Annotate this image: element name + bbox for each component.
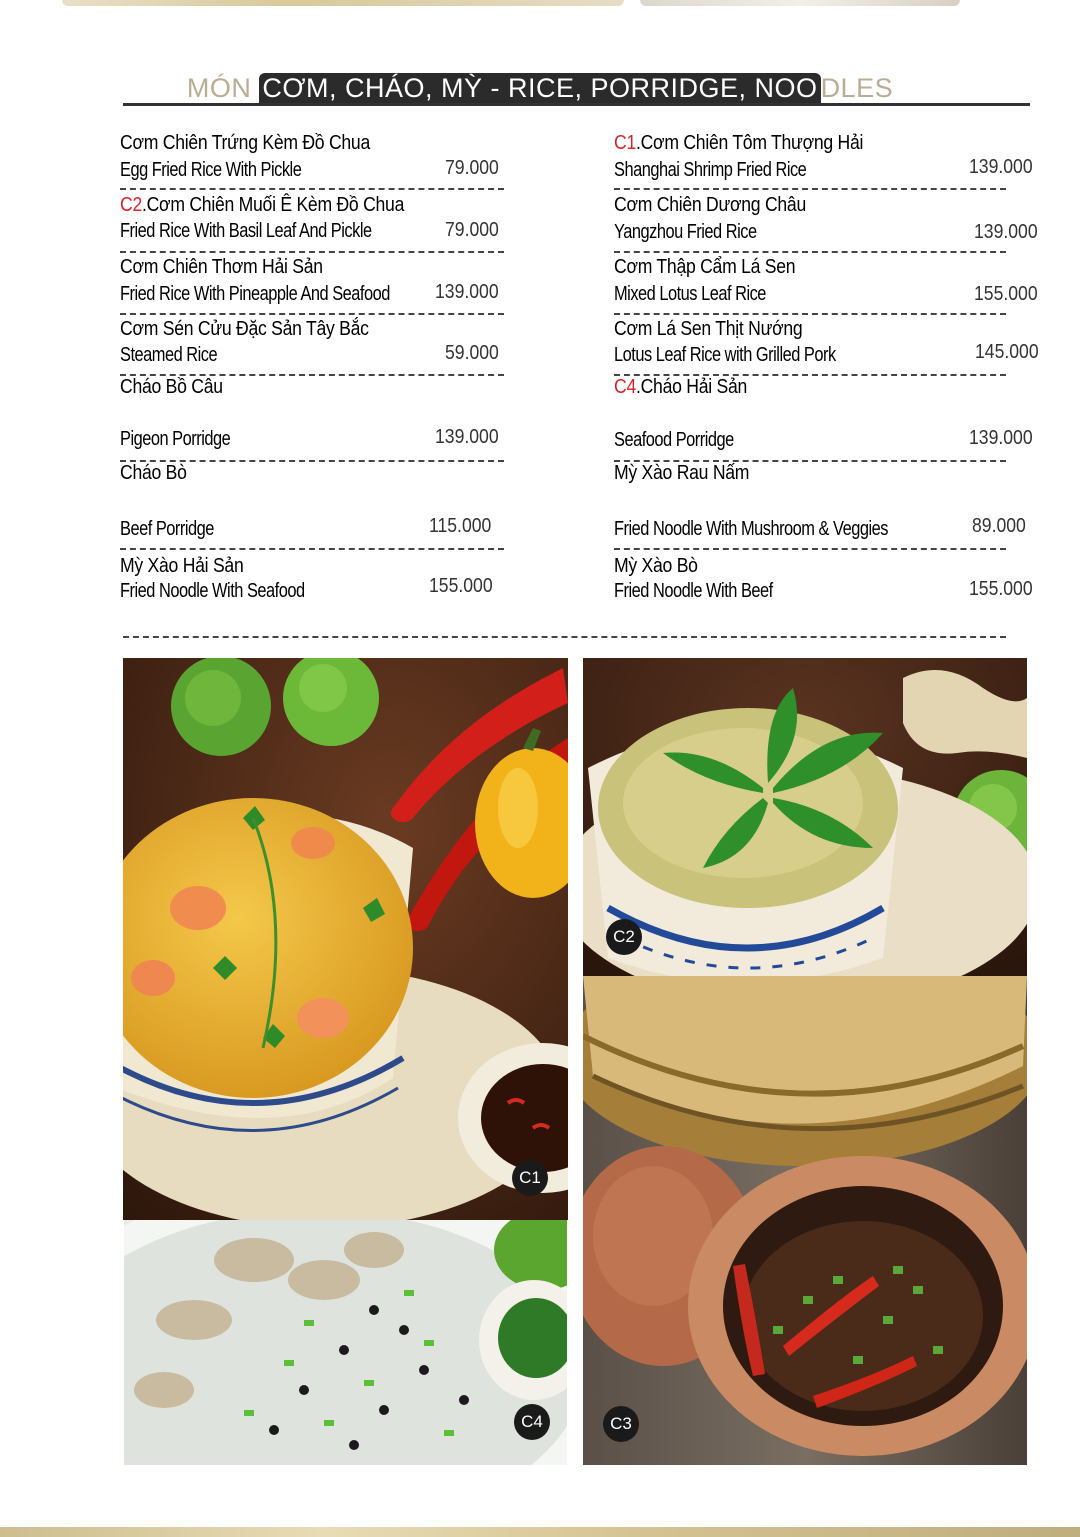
divider (614, 188, 1006, 190)
dish-name-vn: C4.Cháo Hải Sản (614, 376, 748, 398)
bottom-photo-strip (0, 1527, 1080, 1537)
menu-section-title (0, 68, 1080, 108)
dish-name-vn: Mỳ Xào Hải Sản (120, 555, 244, 577)
dish-price: 155.000 (429, 575, 493, 597)
dish-name-en: Fried Noodle With Mushroom & Veggies (614, 518, 888, 540)
dish-name-vn: Cơm Chiên Thơm Hải Sản (120, 256, 323, 278)
title-prefix: MÓN (186, 73, 260, 103)
divider (120, 313, 504, 315)
dish-name-en: Fried Noodle With Seafood (120, 580, 305, 602)
divider (614, 548, 1006, 550)
dish-name-vn: Cơm Sén Cửu Đặc Sản Tây Bắc (120, 318, 369, 340)
dish-price: 139.000 (969, 427, 1033, 449)
dish-name-en: Shanghai Shrimp Fried Rice (614, 159, 807, 181)
dish-name-en: Beef Porridge (120, 518, 214, 540)
dish-name-en: Mixed Lotus Leaf Rice (614, 283, 766, 305)
photo-label-badge: C3 (603, 1406, 639, 1442)
dish-name-en: Steamed Rice (120, 344, 218, 366)
divider (120, 548, 504, 550)
dish-price: 59.000 (445, 342, 499, 364)
dish-price: 155.000 (974, 283, 1038, 305)
dish-name-vn: C1.Cơm Chiên Tôm Thượng Hải (614, 132, 864, 154)
dish-name-en: Fried Rice With Pineapple And Seafood (120, 283, 390, 305)
dish-name-vn: Cơm Lá Sen Thịt Nướng (614, 318, 803, 340)
photo-c3-clay-pot-rice (583, 976, 1027, 1465)
photo-c4-seafood-porridge (124, 1220, 567, 1465)
dish-price: 139.000 (969, 156, 1033, 178)
dish-price: 145.000 (975, 341, 1039, 363)
dish-name-en: Seafood Porridge (614, 429, 734, 451)
photo-c2-basil-fried-rice (583, 658, 1027, 976)
dish-name-vn: Mỳ Xào Rau Nấm (614, 462, 750, 484)
photo-label-badge: C2 (606, 919, 642, 955)
top-photo-strip (0, 0, 1080, 10)
dish-price: 79.000 (445, 219, 499, 241)
dish-name-vn: Cơm Chiên Dương Châu (614, 194, 806, 216)
photo-label-badge: C4 (514, 1404, 550, 1440)
photo-label-badge: C1 (512, 1160, 548, 1196)
dish-name-en: Yangzhou Fried Rice (614, 221, 757, 243)
dish-name-vn: Cháo Bồ Câu (120, 376, 223, 398)
dish-name-vn: Cháo Bò (120, 462, 187, 484)
dish-name-vn: Cơm Thập Cẩm Lá Sen (614, 256, 796, 278)
divider (614, 251, 1006, 253)
dish-name-vn: Mỳ Xào Bò (614, 555, 698, 577)
dish-price: 139.000 (435, 426, 499, 448)
dish-name-vn: Cơm Chiên Trứng Kèm Đồ Chua (120, 132, 370, 154)
title-highlight: CƠM, CHÁO, MỲ - RICE, PORRIDGE, NOO (259, 73, 820, 103)
dish-name-en: Fried Noodle With Beef (614, 580, 773, 602)
dish-price: 155.000 (969, 578, 1033, 600)
dish-price: 115.000 (429, 515, 492, 537)
divider (120, 251, 504, 253)
dish-price: 89.000 (972, 515, 1026, 537)
title-suffix: DLES (820, 73, 894, 103)
photo-c1-shrimp-fried-rice (123, 658, 568, 1220)
dish-name-en: Pigeon Porridge (120, 428, 231, 450)
divider (614, 313, 1006, 315)
dish-name-en: Lotus Leaf Rice with Grilled Pork (614, 344, 836, 366)
divider (120, 188, 504, 190)
dish-price: 79.000 (445, 157, 499, 179)
section-divider (123, 636, 1006, 638)
dish-price: 139.000 (435, 281, 499, 303)
dish-price: 139.000 (974, 221, 1038, 243)
dish-name-en: Fried Rice With Basil Leaf And Pickle (120, 220, 372, 242)
dish-name-vn: C2.Cơm Chiên Muối Ê Kèm Đồ Chua (120, 194, 405, 216)
dish-name-en: Egg Fried Rice With Pickle (120, 159, 302, 181)
title-underline (123, 103, 1030, 106)
